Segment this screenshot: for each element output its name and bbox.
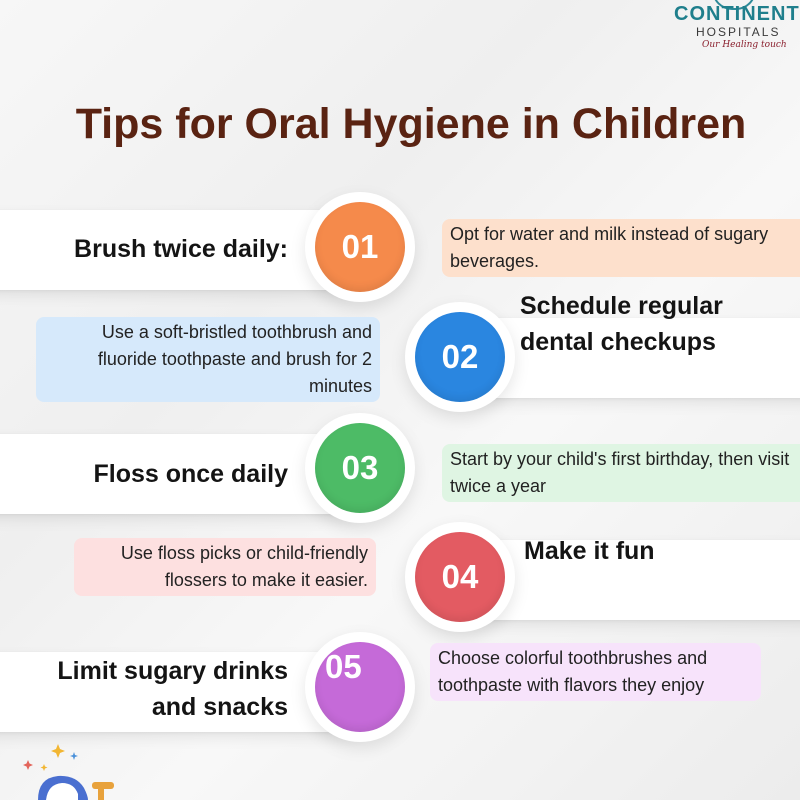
step-heading-04: Make it fun bbox=[524, 537, 655, 565]
step-heading-01: Brush twice daily: bbox=[74, 235, 288, 263]
toothbrush-sparkle-icon bbox=[8, 738, 118, 800]
logo-subtitle: HOSPITALS bbox=[696, 25, 781, 39]
logo-name: CONTINENT bbox=[674, 3, 800, 25]
hospital-logo bbox=[674, 0, 800, 60]
step-number-05: 05 bbox=[315, 642, 405, 732]
step-note-04: Use floss picks or child-friendly flossers to make it easier. bbox=[74, 538, 376, 596]
step-number-02: 02 bbox=[415, 312, 505, 402]
step-note-01: Opt for water and milk instead of sugary beverages. bbox=[442, 219, 800, 277]
step-heading-03: Floss once daily bbox=[93, 460, 288, 488]
step-note-03: Start by your child's first birthday, then visit twice a year bbox=[442, 444, 800, 502]
logo-tagline: Our Healing touch bbox=[702, 40, 787, 50]
page-title: Tips for Oral Hygiene in Children bbox=[75, 100, 747, 148]
step-number-03: 03 bbox=[315, 423, 405, 513]
step-number-01: 01 bbox=[315, 202, 405, 292]
step-heading-02: Schedule regular dental checkups bbox=[520, 292, 723, 356]
step-number-04: 04 bbox=[415, 532, 505, 622]
step-note-02: Use a soft-bristled toothbrush and fluoride toothpaste and brush for 2 minutes bbox=[36, 317, 380, 402]
step-note-05: Choose colorful toothbrushes and toothpaste with flavors they enjoy bbox=[430, 643, 761, 701]
step-heading-05: Limit sugary drinks and snacks bbox=[57, 657, 288, 721]
